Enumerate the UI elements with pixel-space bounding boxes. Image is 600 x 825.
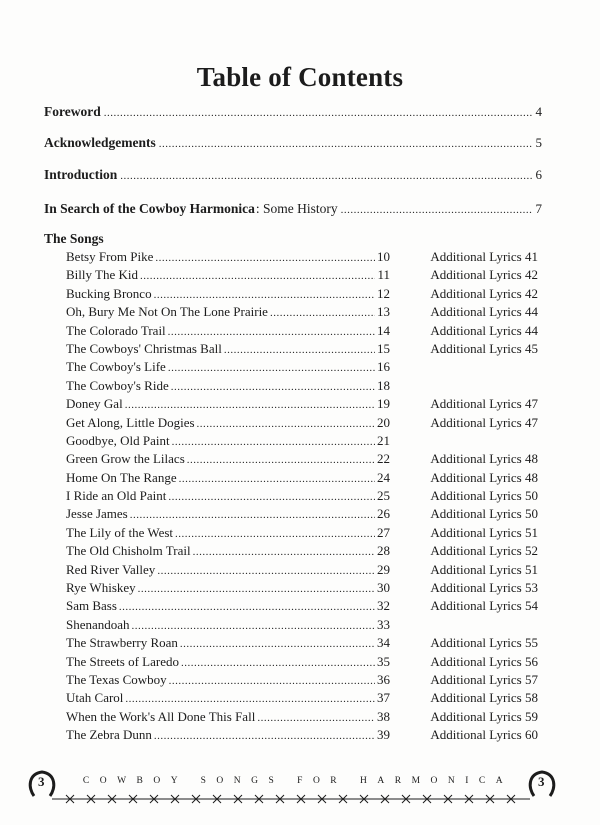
song-main [66, 377, 390, 396]
song-page: 28 [377, 543, 390, 559]
song-row [66, 708, 546, 726]
dot-leader [104, 104, 533, 122]
toc-entry-label: Acknowledgements [44, 135, 156, 150]
song-title: Oh, Bury Me Not On The Lone Prairie [66, 304, 268, 320]
song-row [66, 524, 546, 542]
song-page: 12 [377, 285, 390, 301]
song-list [66, 248, 546, 745]
song-main [66, 487, 390, 506]
song-page: 26 [377, 506, 390, 522]
additional-lyrics: Additional Lyrics 60 [430, 727, 538, 743]
song-page: 14 [377, 322, 390, 338]
additional-lyrics: Additional Lyrics 56 [430, 653, 538, 669]
song-main [66, 432, 390, 451]
dot-leader [159, 135, 533, 153]
song-title: The Strawberry Roan [66, 635, 178, 651]
song-main [66, 671, 390, 690]
dot-leader [154, 286, 375, 304]
dot-leader [197, 415, 375, 433]
song-page: 10 [377, 249, 390, 264]
song-main [66, 505, 390, 524]
song-row [66, 395, 546, 413]
song-title: The Colorado Trail [66, 322, 166, 338]
dot-leader [224, 341, 375, 359]
dot-leader [168, 488, 375, 506]
toc-entry-label: In Search of the Cowboy Harmonica [44, 201, 255, 216]
song-row [66, 322, 546, 340]
song-title: Utah Carol [66, 690, 124, 706]
song-page: 39 [377, 727, 390, 743]
song-row [66, 561, 546, 579]
song-row [66, 450, 546, 468]
song-page: 15 [377, 340, 390, 356]
song-row [66, 597, 546, 615]
song-row [66, 689, 546, 707]
toc-entry-label: Introduction [44, 167, 118, 182]
song-page: 32 [377, 598, 390, 614]
song-title: Home On The Range [66, 469, 177, 485]
additional-lyrics: Additional Lyrics 44 [430, 304, 538, 320]
additional-lyrics: Additional Lyrics 48 [430, 469, 538, 485]
song-main [66, 469, 390, 488]
song-row [66, 248, 546, 266]
toc-entry-page: 7 [535, 201, 542, 216]
dot-leader [193, 543, 375, 561]
additional-lyrics: Additional Lyrics 59 [430, 708, 538, 724]
song-page: 20 [377, 414, 390, 430]
song-title: Doney Gal [66, 396, 123, 412]
songs-heading: The Songs [44, 231, 104, 246]
song-page: 35 [377, 653, 390, 669]
song-main [66, 395, 390, 414]
dot-leader [154, 727, 375, 745]
song-row [66, 505, 546, 523]
song-page: 29 [377, 561, 390, 577]
dot-leader [180, 635, 375, 653]
song-main [66, 542, 390, 561]
song-page: 38 [377, 708, 390, 724]
dot-leader [119, 598, 375, 616]
additional-lyrics: Additional Lyrics 42 [430, 267, 538, 283]
song-row [66, 340, 546, 358]
song-row [66, 358, 546, 376]
dot-leader [175, 525, 375, 543]
song-title: Red River Valley [66, 561, 156, 577]
song-page: 13 [377, 304, 390, 320]
dot-leader [181, 654, 375, 672]
song-title: The Cowboys' Christmas Ball [66, 340, 222, 356]
additional-lyrics: Additional Lyrics 58 [430, 690, 538, 706]
additional-lyrics: Additional Lyrics 41 [430, 249, 538, 264]
dot-leader [120, 167, 532, 185]
song-main [66, 248, 390, 267]
dot-leader [140, 267, 375, 285]
additional-lyrics: Additional Lyrics 53 [430, 580, 538, 596]
additional-lyrics: Additional Lyrics 47 [430, 396, 538, 412]
toc-entry-foreword [44, 103, 542, 122]
song-row [66, 285, 546, 303]
song-title: When the Work's All Done This Fall [66, 708, 256, 724]
song-page: 16 [377, 359, 390, 375]
song-title: Rye Whiskey [66, 580, 136, 596]
song-title: Green Grow the Lilacs [66, 451, 185, 467]
song-row [66, 414, 546, 432]
footer-running-title: COWBOY SONGS FOR HARMONICA [82, 776, 514, 786]
song-page: 25 [377, 488, 390, 504]
song-row [66, 726, 546, 744]
song-title: The Cowboy's Ride [66, 377, 169, 393]
additional-lyrics: Additional Lyrics 51 [430, 524, 538, 540]
dot-leader [125, 396, 375, 414]
song-title: The Lily of the West [66, 524, 174, 540]
toc-entry-page: 6 [535, 167, 542, 182]
song-page: 11 [377, 267, 390, 283]
page-footer [0, 766, 600, 825]
song-row [66, 634, 546, 652]
song-row [66, 432, 546, 450]
song-title: The Zebra Dunn [66, 727, 152, 743]
song-main [66, 597, 390, 616]
song-page: 33 [377, 616, 390, 632]
footer-ornament [0, 766, 600, 825]
song-main [66, 450, 390, 469]
toc-entry-history [44, 200, 542, 219]
additional-lyrics: Additional Lyrics 47 [430, 414, 538, 430]
additional-lyrics: Additional Lyrics 55 [430, 635, 538, 651]
song-main [66, 524, 390, 543]
dot-leader [341, 201, 533, 219]
dot-leader [132, 617, 375, 635]
dot-leader [179, 470, 375, 488]
song-row [66, 579, 546, 597]
song-main [66, 561, 390, 580]
dot-leader [168, 359, 375, 377]
footer-page-number-left: 3 [38, 774, 45, 789]
song-main [66, 340, 390, 359]
song-main [66, 726, 390, 745]
song-page: 24 [377, 469, 390, 485]
song-title: Shenandoah [66, 616, 130, 632]
song-row [66, 303, 546, 321]
toc-entry-page: 5 [535, 135, 542, 150]
song-title: Betsy From Pike [66, 249, 154, 264]
additional-lyrics: Additional Lyrics 50 [430, 506, 538, 522]
additional-lyrics: Additional Lyrics 42 [430, 285, 538, 301]
song-page: 30 [377, 580, 390, 596]
song-main [66, 689, 390, 708]
toc-entry-subtitle: : Some History [255, 201, 338, 216]
song-main [66, 579, 390, 598]
dot-leader [125, 690, 375, 708]
dot-leader [155, 249, 375, 267]
song-page: 21 [377, 432, 390, 448]
song-main [66, 266, 390, 285]
song-main [66, 708, 390, 727]
song-title: Goodbye, Old Paint [66, 432, 170, 448]
toc-entry-introduction [44, 166, 542, 185]
song-main [66, 414, 390, 433]
song-page: 34 [377, 635, 390, 651]
dot-leader [138, 580, 375, 598]
song-main [66, 634, 390, 653]
song-title: The Cowboy's Life [66, 359, 166, 375]
song-row [66, 616, 546, 634]
song-page: 22 [377, 451, 390, 467]
song-title: Billy The Kid [66, 267, 138, 283]
song-row [66, 487, 546, 505]
additional-lyrics: Additional Lyrics 57 [430, 671, 538, 687]
song-page: 18 [377, 377, 390, 393]
song-row [66, 377, 546, 395]
additional-lyrics: Additional Lyrics 50 [430, 488, 538, 504]
dot-leader [257, 709, 375, 727]
song-main [66, 653, 390, 672]
footer-page-number-right: 3 [538, 774, 545, 789]
additional-lyrics: Additional Lyrics 51 [430, 561, 538, 577]
dot-leader [172, 433, 375, 451]
dot-leader [171, 378, 375, 396]
song-row [66, 266, 546, 284]
dot-leader [168, 323, 375, 341]
dot-leader [169, 672, 375, 690]
dot-leader [187, 451, 375, 469]
song-page: 19 [377, 396, 390, 412]
song-main [66, 303, 390, 322]
dot-leader [157, 562, 375, 580]
song-title: The Old Chisholm Trail [66, 543, 191, 559]
song-row [66, 653, 546, 671]
toc-entry-page: 4 [535, 104, 542, 119]
song-title: Get Along, Little Dogies [66, 414, 195, 430]
song-title: I Ride an Old Paint [66, 488, 167, 504]
song-page: 27 [377, 524, 390, 540]
song-row [66, 671, 546, 689]
additional-lyrics: Additional Lyrics 48 [430, 451, 538, 467]
additional-lyrics: Additional Lyrics 52 [430, 543, 538, 559]
additional-lyrics: Additional Lyrics 44 [430, 322, 538, 338]
toc-entry-label: Foreword [44, 104, 101, 119]
song-row [66, 469, 546, 487]
song-main [66, 285, 390, 304]
page-title: Table of Contents [196, 62, 404, 92]
additional-lyrics: Additional Lyrics 54 [430, 598, 538, 614]
song-title: The Texas Cowboy [66, 671, 167, 687]
additional-lyrics: Additional Lyrics 45 [430, 340, 538, 356]
toc-entry-acknowledgements [44, 134, 542, 153]
song-page: 37 [377, 690, 390, 706]
song-main [66, 616, 390, 635]
song-title: Bucking Bronco [66, 285, 152, 301]
song-page: 36 [377, 671, 390, 687]
song-title: Sam Bass [66, 598, 117, 614]
song-title: The Streets of Laredo [66, 653, 179, 669]
song-main [66, 358, 390, 377]
song-row [66, 542, 546, 560]
song-main [66, 322, 390, 341]
dot-leader [130, 506, 375, 524]
song-title: Jesse James [66, 506, 128, 522]
dot-leader [270, 304, 375, 322]
